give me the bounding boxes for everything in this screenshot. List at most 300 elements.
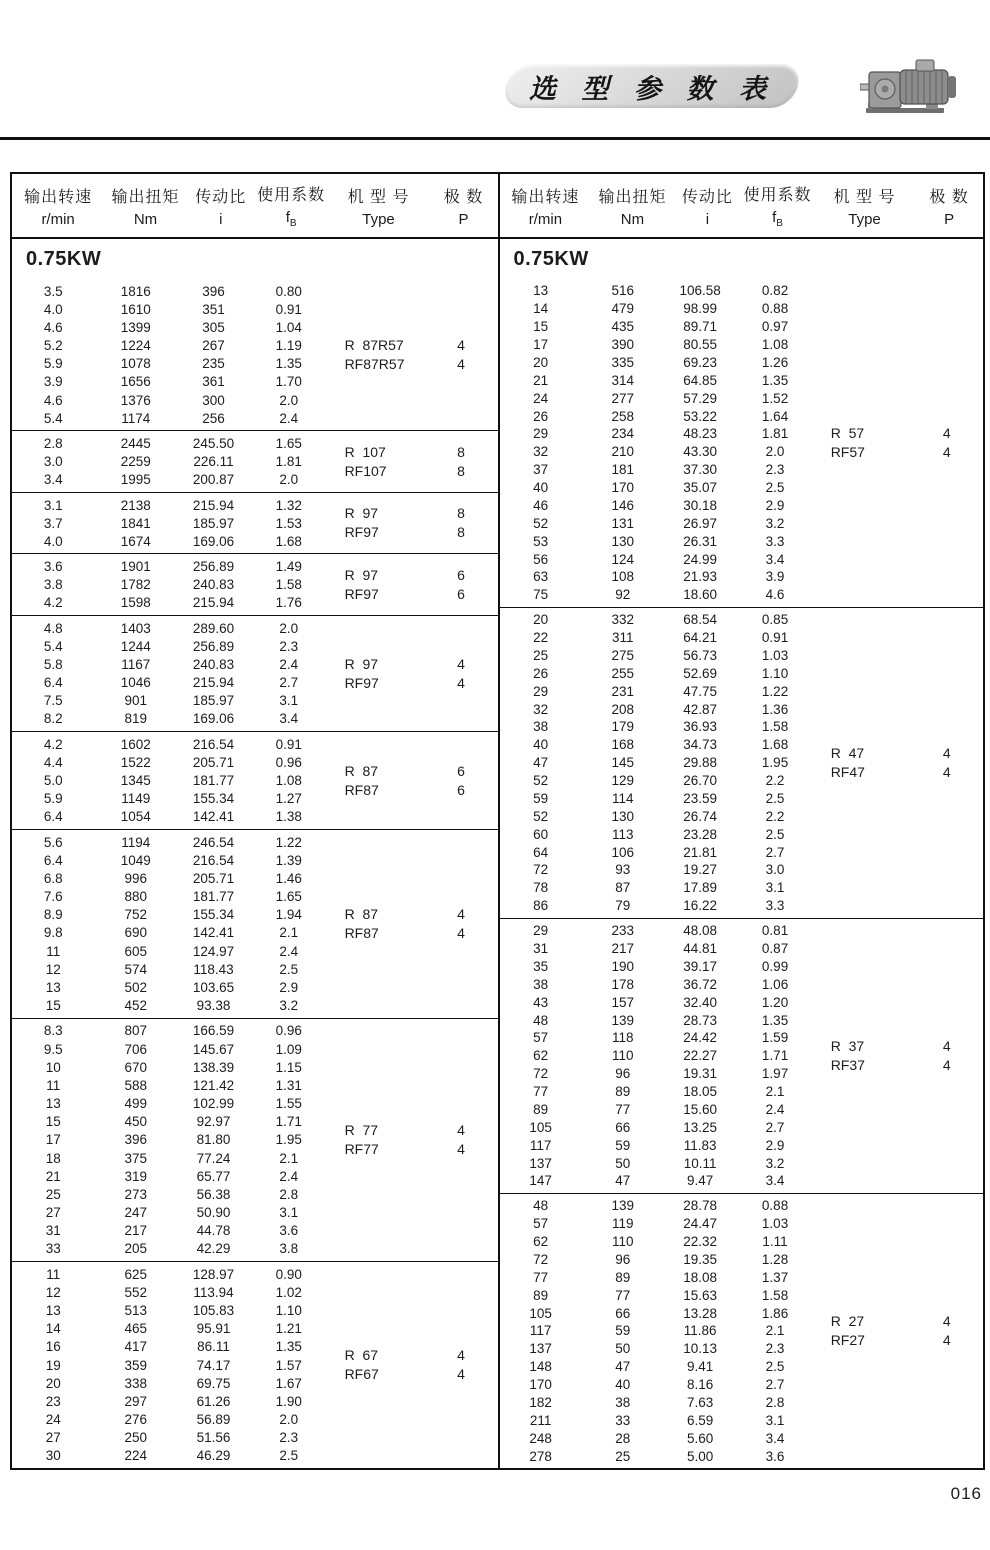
cell-output-torque: 396 (124, 1132, 148, 1148)
table-row (500, 1429, 984, 1447)
cell-output-torque: 234 (611, 426, 635, 442)
cell-output-speed: 29 (533, 426, 549, 442)
cell-output-torque: 96 (615, 1251, 631, 1267)
cell-service-factor: 1.35 (761, 372, 789, 388)
cell-ratio: 56.89 (196, 1412, 231, 1428)
power-section-label: 0.75KW (26, 247, 102, 270)
cell-service-factor: 0.99 (761, 958, 789, 974)
table-row (500, 389, 984, 407)
cell-output-torque: 605 (124, 943, 148, 959)
cell-ratio: 289.60 (192, 620, 235, 636)
col-unit: Type (362, 210, 395, 228)
cell-output-torque: 250 (124, 1430, 148, 1446)
cell-output-speed: 21 (533, 372, 549, 388)
pole-value: 8 (457, 443, 465, 460)
cell-ratio: 13.25 (683, 1119, 718, 1135)
gear-type-group (12, 430, 498, 492)
cell-ratio: 215.94 (192, 497, 235, 513)
cell-output-torque: 297 (124, 1393, 148, 1409)
cell-ratio: 18.08 (683, 1269, 718, 1285)
cell-output-torque: 1610 (120, 301, 151, 317)
cell-output-torque: 1598 (120, 595, 151, 611)
cell-output-torque: 996 (124, 870, 148, 886)
cell-service-factor: 1.81 (761, 426, 789, 442)
cell-ratio: 26.31 (683, 533, 718, 549)
table-row (12, 619, 498, 637)
cell-service-factor: 1.39 (275, 852, 302, 868)
cell-ratio: 106.58 (679, 283, 721, 299)
header-divider (0, 137, 990, 140)
type-name: RF87R57 (344, 355, 405, 372)
cell-ratio: 181.77 (192, 889, 235, 905)
cell-service-factor: 0.85 (761, 612, 789, 628)
cell-service-factor: 1.68 (275, 533, 302, 549)
cell-output-speed: 30 (45, 1448, 61, 1464)
cell-output-speed: 43 (533, 994, 549, 1010)
cell-output-torque: 588 (124, 1077, 148, 1093)
cell-service-factor: 1.15 (275, 1059, 302, 1075)
cell-ratio: 92.97 (196, 1114, 231, 1130)
cell-output-torque: 208 (611, 701, 635, 717)
table-row (12, 1022, 498, 1040)
cell-output-speed: 105 (529, 1305, 552, 1321)
cell-service-factor: 2.5 (765, 826, 785, 842)
cell-output-speed: 20 (533, 354, 549, 370)
table-row (12, 1076, 498, 1094)
cell-service-factor: 1.70 (275, 374, 302, 390)
cell-output-torque: 502 (124, 979, 148, 995)
column-header-row (12, 174, 498, 239)
col-unit: Nm (620, 210, 645, 228)
cell-output-speed: 26 (533, 665, 549, 681)
type-label (831, 744, 865, 782)
table-row (12, 1113, 498, 1131)
cell-output-torque: 47 (615, 1359, 631, 1375)
pole-value: 4 (942, 1056, 951, 1073)
table-row (500, 336, 984, 354)
cell-service-factor: 2.0 (279, 620, 299, 636)
cell-ratio: 21.93 (683, 569, 718, 585)
cell-output-speed: 14 (533, 301, 549, 317)
cell-ratio: 26.97 (683, 515, 718, 531)
table-row (12, 355, 498, 373)
type-name: R 37 (830, 1037, 865, 1054)
cell-output-speed: 24 (533, 390, 549, 406)
cell-ratio: 80.55 (683, 337, 718, 353)
cell-output-torque: 1049 (120, 852, 151, 868)
type-name: RF97 (344, 524, 379, 541)
table-row (500, 1304, 984, 1322)
cell-output-torque: 66 (615, 1305, 631, 1321)
table-row (12, 318, 498, 336)
cell-service-factor: 2.9 (279, 979, 299, 995)
cell-service-factor: 3.2 (765, 1155, 785, 1171)
cell-ratio: 56.73 (683, 647, 718, 663)
cell-service-factor: 3.6 (279, 1223, 299, 1239)
table-row (500, 629, 984, 647)
cell-ratio: 155.34 (192, 791, 235, 807)
cell-output-speed: 75 (533, 587, 549, 603)
cell-output-speed: 25 (45, 1186, 61, 1202)
cell-output-speed: 29 (533, 683, 549, 699)
cell-output-torque: 1816 (120, 283, 151, 299)
table-row (12, 1356, 498, 1374)
cell-output-speed: 46 (533, 497, 549, 513)
cell-service-factor: 1.27 (275, 791, 302, 807)
cell-service-factor: 1.21 (275, 1321, 302, 1337)
cell-output-speed: 32 (533, 444, 549, 460)
type-label (345, 762, 379, 800)
cell-output-torque: 314 (611, 372, 635, 388)
cell-output-torque: 452 (124, 998, 148, 1014)
table-row (12, 1203, 498, 1221)
cell-output-torque: 255 (611, 665, 635, 681)
col-unit: r/min (528, 210, 563, 228)
cell-service-factor: 1.97 (761, 1066, 789, 1082)
col-label: 极 数 (443, 188, 484, 206)
cell-output-torque: 231 (611, 683, 635, 699)
table-row (500, 586, 984, 604)
cell-output-speed: 6.4 (43, 809, 63, 825)
table-row (12, 710, 498, 728)
cell-output-torque: 880 (124, 889, 148, 905)
cell-output-speed: 13 (45, 979, 61, 995)
cell-ratio: 51.56 (196, 1430, 231, 1446)
cell-output-torque: 2138 (120, 497, 151, 513)
cell-output-speed: 170 (529, 1377, 552, 1393)
cell-output-speed: 3.1 (43, 497, 63, 513)
cell-ratio: 305 (202, 319, 225, 335)
cell-service-factor: 3.1 (765, 1412, 785, 1428)
cell-ratio: 74.17 (196, 1357, 231, 1373)
cell-output-torque: 1782 (120, 577, 151, 593)
cell-output-speed: 31 (45, 1223, 61, 1239)
cell-output-torque: 119 (612, 1216, 634, 1232)
cell-service-factor: 1.58 (761, 719, 789, 735)
cell-ratio: 10.13 (683, 1341, 718, 1357)
cell-service-factor: 3.2 (765, 515, 785, 531)
cell-service-factor: 2.4 (279, 1168, 299, 1184)
type-name: RF87 (344, 924, 379, 941)
col-ratio (674, 184, 742, 228)
col-label: 使用系数 (743, 187, 812, 204)
cell-output-torque: 1194 (121, 834, 151, 850)
cell-ratio: 24.47 (683, 1216, 718, 1232)
type-label (831, 1312, 865, 1350)
cell-service-factor: 3.4 (279, 711, 299, 727)
pole-value: 4 (942, 1037, 951, 1054)
type-name: R 97 (344, 505, 379, 522)
cell-output-torque: 1901 (120, 559, 151, 575)
cell-output-torque: 217 (124, 1223, 148, 1239)
type-name: R 107 (344, 443, 386, 460)
cell-ratio: 200.87 (192, 472, 235, 488)
cell-output-speed: 86 (533, 898, 549, 914)
cell-output-speed: 20 (45, 1375, 61, 1391)
cell-service-factor: 1.55 (275, 1096, 302, 1112)
cell-output-speed: 3.4 (43, 472, 63, 488)
table-row (500, 568, 984, 586)
col-label: 输出扭矩 (111, 188, 180, 206)
table-row (12, 1392, 498, 1410)
cell-output-speed: 29 (533, 923, 549, 939)
type-name: R 87 (344, 905, 379, 922)
cell-output-torque: 807 (124, 1023, 148, 1039)
cell-output-speed: 7.6 (43, 889, 63, 905)
table-row (500, 443, 984, 461)
cell-ratio: 50.90 (196, 1205, 231, 1221)
cell-service-factor: 0.81 (761, 923, 789, 939)
type-label (345, 504, 379, 542)
cell-output-speed: 5.9 (43, 356, 63, 372)
cell-output-speed: 4.4 (43, 754, 63, 770)
cell-ratio: 256.89 (192, 559, 235, 575)
col-unit: i (705, 210, 710, 228)
cell-output-torque: 110 (612, 1234, 634, 1250)
table-row (500, 300, 984, 318)
type-name: RF47 (830, 763, 865, 780)
table-row (12, 753, 498, 771)
cell-output-torque: 335 (611, 354, 635, 370)
cell-ratio: 61.26 (196, 1393, 231, 1409)
cell-service-factor: 1.95 (275, 1132, 302, 1148)
cell-ratio: 28.78 (683, 1198, 718, 1214)
cell-output-speed: 6.4 (43, 675, 63, 691)
cell-ratio: 68.54 (683, 612, 718, 628)
cell-ratio: 18.05 (683, 1084, 718, 1099)
table-row (500, 1215, 984, 1233)
cell-output-speed: 26 (533, 408, 549, 424)
cell-ratio: 36.93 (683, 719, 718, 735)
cell-output-torque: 130 (611, 533, 635, 549)
cell-output-speed: 7.5 (43, 693, 63, 709)
col-output-speed (500, 184, 592, 228)
cell-service-factor: 0.97 (761, 319, 789, 335)
cell-service-factor: 0.88 (761, 1198, 789, 1214)
cell-output-speed: 105 (529, 1119, 552, 1135)
cell-ratio: 29.88 (683, 755, 718, 771)
cell-output-speed: 13 (45, 1096, 61, 1112)
gear-type-group (500, 279, 984, 607)
cell-output-speed: 4.8 (43, 620, 63, 636)
cell-output-torque: 277 (611, 390, 635, 406)
cell-ratio: 95.91 (196, 1321, 231, 1337)
cell-output-torque: 1046 (120, 675, 151, 691)
cell-ratio: 185.97 (192, 515, 235, 531)
cell-output-torque: 110 (612, 1048, 634, 1064)
cell-service-factor: 2.4 (279, 410, 299, 426)
cell-ratio: 69.75 (196, 1375, 231, 1391)
cell-ratio: 34.73 (683, 737, 718, 753)
table-row (12, 557, 498, 575)
cell-output-speed: 56 (533, 551, 549, 567)
col-unit: Nm (133, 210, 158, 228)
type-label (345, 443, 387, 481)
cell-service-factor: 1.95 (761, 755, 789, 771)
cell-output-torque: 139 (611, 1198, 635, 1214)
cell-ratio: 65.77 (196, 1168, 231, 1184)
cell-service-factor: 1.35 (275, 356, 302, 372)
table-row (12, 887, 498, 905)
gear-type-group (12, 731, 498, 829)
pole-count (439, 566, 483, 604)
table-row (12, 1167, 498, 1185)
cell-output-torque: 390 (611, 337, 635, 353)
col-label: 极 数 (929, 188, 969, 206)
cell-output-torque: 332 (611, 612, 635, 628)
cell-output-torque: 224 (124, 1448, 148, 1464)
cell-output-speed: 8.2 (43, 711, 63, 727)
cell-service-factor: 1.81 (275, 454, 302, 470)
table-row (12, 692, 498, 710)
cell-service-factor: 0.90 (275, 1266, 302, 1282)
table-row (12, 373, 498, 391)
cell-service-factor: 1.03 (761, 647, 789, 663)
table-row (12, 1222, 498, 1240)
pole-value: 4 (457, 1140, 465, 1157)
cell-output-speed: 3.7 (43, 515, 63, 531)
cell-output-speed: 15 (45, 998, 61, 1014)
group-list (12, 279, 498, 1468)
table-row (12, 391, 498, 409)
cell-output-torque: 92 (615, 587, 631, 603)
fb-subscript: B (776, 218, 783, 229)
cell-output-torque: 450 (124, 1114, 148, 1130)
table-row (500, 1065, 984, 1083)
table-row (12, 978, 498, 996)
table-row (500, 647, 984, 665)
cell-ratio: 102.99 (192, 1096, 235, 1112)
cell-output-speed: 53 (533, 533, 549, 549)
col-ratio (187, 184, 255, 228)
cell-output-speed: 5.8 (43, 656, 63, 672)
cell-output-torque: 516 (611, 283, 635, 299)
table-row (500, 922, 984, 940)
table-row (12, 532, 498, 550)
cell-output-torque: 1244 (120, 638, 151, 654)
type-name: RF107 (344, 462, 387, 479)
cell-output-speed: 18 (45, 1150, 61, 1166)
cell-service-factor: 2.7 (765, 844, 785, 860)
cell-ratio: 9.47 (686, 1173, 714, 1189)
cell-ratio: 77.24 (196, 1150, 231, 1166)
gear-motor-image (860, 56, 962, 118)
cell-output-speed: 117 (529, 1323, 552, 1339)
cell-output-speed: 8.3 (43, 1023, 63, 1039)
cell-output-torque: 93 (615, 862, 631, 878)
cell-service-factor: 1.90 (275, 1393, 302, 1409)
table-row (12, 1429, 498, 1447)
cell-output-torque: 1078 (120, 356, 151, 372)
cell-service-factor: 1.68 (761, 737, 789, 753)
cell-ratio: 8.16 (686, 1377, 714, 1393)
cell-ratio: 226.11 (193, 454, 234, 470)
cell-ratio: 166.59 (192, 1023, 235, 1039)
type-name: R 97 (344, 566, 379, 583)
table-row (12, 496, 498, 514)
cell-ratio: 169.06 (192, 533, 235, 549)
cell-output-torque: 106 (611, 844, 635, 860)
cell-output-speed: 15 (45, 1114, 61, 1130)
cell-output-speed: 3.9 (43, 374, 63, 390)
pole-count (925, 1037, 969, 1075)
cell-ratio: 35.07 (683, 480, 718, 496)
cell-output-speed: 182 (529, 1394, 552, 1410)
cell-ratio: 10.11 (683, 1155, 717, 1171)
pole-value: 6 (457, 762, 465, 779)
table-row (12, 434, 498, 452)
table-row (500, 879, 984, 897)
cell-output-torque: 118 (612, 1030, 634, 1046)
col-service-factor (255, 182, 328, 229)
pole-count (925, 1312, 969, 1350)
pole-value: 4 (942, 763, 951, 780)
cell-output-speed: 3.0 (43, 454, 63, 470)
cell-ratio: 46.29 (196, 1448, 231, 1464)
cell-service-factor: 3.3 (765, 898, 785, 914)
table-row (12, 637, 498, 655)
cell-service-factor: 0.96 (275, 754, 302, 770)
table-row (500, 1172, 984, 1190)
table-row (500, 975, 984, 993)
cell-ratio: 22.32 (683, 1234, 718, 1250)
fb-symbol: f (285, 209, 290, 226)
gear-type-group (500, 607, 984, 918)
col-output-speed (12, 184, 104, 228)
pole-value: 4 (457, 1347, 465, 1364)
table-row (500, 1029, 984, 1047)
cell-output-speed: 52 (533, 808, 549, 824)
cell-output-speed: 37 (533, 462, 549, 478)
gear-type-group (500, 1193, 984, 1468)
cell-output-torque: 479 (611, 301, 635, 317)
pole-value: 4 (942, 1331, 951, 1348)
cell-ratio: 64.21 (683, 630, 718, 646)
col-poles (430, 184, 498, 228)
cell-service-factor: 0.82 (761, 283, 789, 299)
cell-ratio: 16.22 (683, 898, 718, 914)
cell-service-factor: 3.4 (765, 551, 785, 567)
pole-value: 4 (457, 655, 465, 672)
col-service-factor (741, 182, 814, 229)
cell-ratio: 256.89 (192, 638, 235, 654)
cell-output-torque: 50 (615, 1341, 631, 1357)
cell-ratio: 5.60 (686, 1430, 714, 1446)
cell-output-speed: 72 (533, 1066, 549, 1082)
cell-output-torque: 2259 (120, 454, 151, 470)
cell-output-torque: 1399 (120, 319, 151, 335)
cell-output-torque: 47 (615, 1173, 631, 1189)
cell-ratio: 86.11 (197, 1339, 230, 1355)
cell-output-speed: 22 (533, 630, 549, 646)
gear-type-group (12, 615, 498, 731)
cell-output-speed: 38 (533, 719, 549, 735)
cell-output-speed: 77 (533, 1084, 549, 1099)
table-row (500, 790, 984, 808)
cell-service-factor: 1.35 (761, 1012, 789, 1028)
cell-output-speed: 211 (529, 1412, 552, 1428)
cell-ratio: 215.94 (192, 675, 235, 691)
cell-ratio: 246.54 (192, 834, 235, 850)
cell-service-factor: 1.32 (275, 497, 302, 513)
cell-ratio: 64.85 (683, 372, 718, 388)
col-label: 传动比 (681, 188, 733, 206)
pole-value: 4 (942, 424, 951, 441)
table-row (12, 674, 498, 692)
table-row (12, 997, 498, 1015)
cell-output-torque: 89 (615, 1269, 631, 1285)
table-row (500, 1393, 984, 1411)
